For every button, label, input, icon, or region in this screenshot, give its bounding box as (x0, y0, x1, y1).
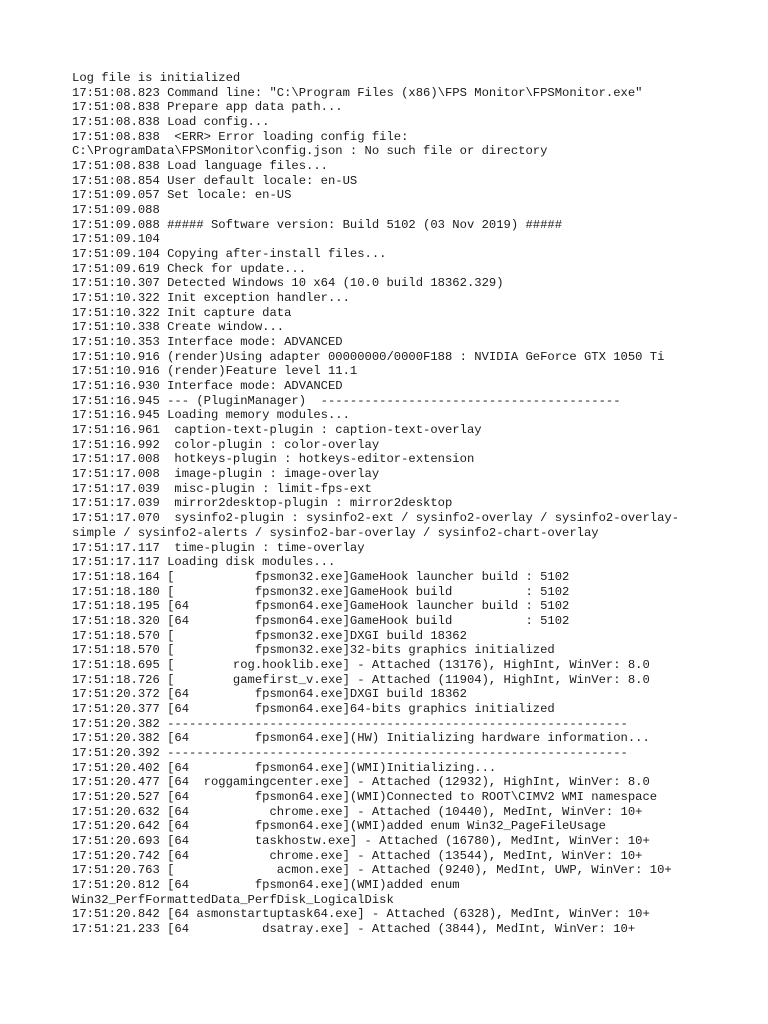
log-line: 17:51:20.382 --------------------------------------------------------------- (72, 716, 628, 731)
log-line: 17:51:09.619 Check for update... (72, 261, 307, 276)
log-line: 17:51:17.008 hotkeys-plugin : hotkeys-editor-extension (72, 452, 475, 467)
log-line: 17:51:16.961 caption-text-plugin : caption-text-overlay (72, 423, 482, 438)
log-line: 17:51:08.838 Prepare app data path... (72, 100, 343, 115)
log-line: Win32_PerfFormattedData_PerfDisk_LogicalDisk (72, 892, 394, 907)
log-line: 17:51:10.322 Init capture data (72, 305, 292, 320)
log-line: 17:51:17.117 Loading disk modules... (72, 555, 336, 570)
log-text (72, 71, 712, 937)
log-line: 17:51:10.322 Init exception handler... (72, 291, 350, 306)
log-line: 17:51:08.823 Command line: "C:\Program Files (x86)\FPS Monitor\FPSMonitor.exe" (72, 85, 643, 100)
log-line: 17:51:16.992 color-plugin : color-overlay (72, 437, 380, 452)
log-line: 17:51:20.642 [64 fpsmon64.exe](WMI)added enum Win32_PageFileUsage (72, 819, 606, 834)
log-line: 17:51:20.812 [64 fpsmon64.exe](WMI)added enum (72, 877, 460, 892)
log-line: 17:51:10.338 Create window... (72, 320, 285, 335)
log-line: 17:51:09.088 ##### Software version: Build 5102 (03 Nov 2019) ##### (72, 217, 563, 232)
log-line: 17:51:18.695 [ rog.hooklib.exe] - Attached (13176), HighInt, WinVer: 8.0 (72, 657, 650, 672)
log-line: 17:51:20.372 [64 fpsmon64.exe]DXGI build 18362 (72, 687, 467, 702)
log-line: 17:51:09.104 (72, 232, 160, 247)
log-line: Log file is initialized (72, 71, 241, 85)
log-line: 17:51:09.088 (72, 203, 160, 218)
log-line: 17:51:20.392 --------------------------------------------------------------- (72, 745, 628, 760)
log-line: 17:51:20.632 [64 chrome.exe] - Attached (10440), MedInt, WinVer: 10+ (72, 804, 643, 819)
log-line: 17:51:20.382 [64 fpsmon64.exe](HW) Initializing hardware information... (72, 731, 650, 746)
log-line: 17:51:10.916 (render)Feature level 11.1 (72, 364, 358, 379)
log-line: 17:51:10.916 (render)Using adapter 00000000/0000F188 : NVIDIA GeForce GTX 1050 Ti (72, 349, 665, 364)
log-line: 17:51:18.195 [64 fpsmon64.exe]GameHook launcher build : 5102 (72, 599, 570, 614)
log-line: 17:51:17.039 mirror2desktop-plugin : mirror2desktop (72, 496, 453, 511)
log-line: 17:51:08.838 Load config... (72, 115, 270, 130)
log-line: 17:51:18.164 [ fpsmon32.exe]GameHook launcher build : 5102 (72, 569, 570, 584)
log-line: 17:51:20.763 [ acmon.exe] - Attached (9240), MedInt, UWP, WinVer: 10+ (72, 863, 672, 878)
log-line: 17:51:16.945 Loading memory modules... (72, 408, 350, 423)
log-line: 17:51:20.402 [64 fpsmon64.exe](WMI)Initializing... (72, 760, 497, 775)
log-line: 17:51:16.930 Interface mode: ADVANCED (72, 379, 343, 394)
log-line: 17:51:09.057 Set locale: en-US (72, 188, 292, 203)
log-line: 17:51:08.838 <ERR> Error loading config file: (72, 129, 409, 144)
log-line: 17:51:17.117 time-plugin : time-overlay (72, 540, 365, 555)
log-line: 17:51:16.945 --- (PluginManager) ----------------------------------------- (72, 393, 621, 408)
log-line: C:\ProgramData\FPSMonitor\config.json : No such file or directory (72, 144, 548, 159)
log-line: 17:51:08.854 User default locale: en-US (72, 173, 358, 188)
log-line: 17:51:09.104 Copying after-install files... (72, 247, 387, 262)
log-line: 17:51:20.477 [64 roggamingcenter.exe] - Attached (12932), HighInt, WinVer: 8.0 (72, 775, 650, 790)
log-line: 17:51:17.070 sysinfo2-plugin : sysinfo2-ext / sysinfo2-overlay / sysinfo2-overlay- (72, 511, 680, 526)
log-line: 17:51:18.570 [ fpsmon32.exe]DXGI build 18362 (72, 628, 467, 643)
log-line: 17:51:08.838 Load language files... (72, 159, 328, 174)
log-line: 17:51:18.570 [ fpsmon32.exe]32-bits graphics initialized (72, 643, 555, 658)
log-line: 17:51:17.008 image-plugin : image-overlay (72, 467, 380, 482)
log-line: 17:51:10.307 Detected Windows 10 x64 (10.0 build 18362.329) (72, 276, 504, 291)
log-line: 17:51:20.742 [64 chrome.exe] - Attached (13544), MedInt, WinVer: 10+ (72, 848, 643, 863)
log-line: 17:51:18.320 [64 fpsmon64.exe]GameHook build : 5102 (72, 613, 570, 628)
log-line: 17:51:18.180 [ fpsmon32.exe]GameHook build : 5102 (72, 584, 570, 599)
log-line: 17:51:20.377 [64 fpsmon64.exe]64-bits graphics initialized (72, 701, 555, 716)
log-line: 17:51:17.039 misc-plugin : limit-fps-ext (72, 481, 372, 496)
log-line: 17:51:20.842 [64 asmonstartuptask64.exe] - Attached (6328), MedInt, WinVer: 10+ (72, 907, 650, 922)
log-line: 17:51:18.726 [ gamefirst_v.exe] - Attached (11904), HighInt, WinVer: 8.0 (72, 672, 650, 687)
log-line: 17:51:20.527 [64 fpsmon64.exe](WMI)Connected to ROOT\CIMV2 WMI namespace (72, 789, 658, 804)
log-line: 17:51:10.353 Interface mode: ADVANCED (72, 335, 343, 350)
log-line: 17:51:20.693 [64 taskhostw.exe] - Attached (16780), MedInt, WinVer: 10+ (72, 833, 650, 848)
log-line: 17:51:21.233 [64 dsatray.exe] - Attached (3844), MedInt, WinVer: 10+ (72, 921, 636, 936)
log-line: simple / sysinfo2-alerts / sysinfo2-bar-overlay / sysinfo2-chart-overlay (72, 525, 599, 540)
